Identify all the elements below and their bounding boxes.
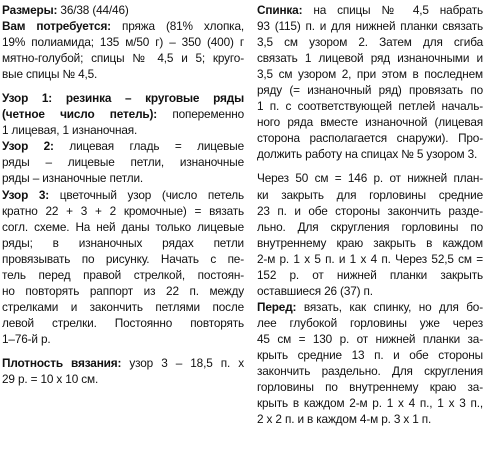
back-line-3: 3,5 см узором 2. Затем для сгиба bbox=[257, 35, 483, 50]
back2-line-4: льно. Для скругления горловины по bbox=[257, 219, 483, 234]
back-label: Спинка: bbox=[257, 3, 303, 17]
density-paragraph bbox=[2, 355, 244, 387]
pattern-3-line-7: но повторять раппорт из 22 п. между bbox=[2, 283, 244, 298]
materials-line-3: мятно-голубой; спицы № 4,5 и 5; круго- bbox=[2, 51, 244, 66]
sizes-value: 36/38 (44/46) bbox=[57, 3, 129, 17]
back-line-4: связать 1 лицевой ряд изнаночными и bbox=[257, 51, 483, 66]
materials-line-4: вые спицы № 4,5. bbox=[2, 67, 98, 82]
front-line-4: крыть средние 13 п. и обе стороны bbox=[257, 347, 483, 362]
pattern-1-heading: Узор 1: резинка – круговые ряды bbox=[2, 91, 244, 106]
pattern-2-line-2: ряды – лицевые петли, изнаночные bbox=[2, 155, 244, 170]
pattern-2-paragraph bbox=[2, 138, 244, 186]
pattern-3-line-10: 1–76-й р. bbox=[2, 331, 51, 346]
pattern-3-line-3: согл. схеме. На ней даны только лицевые bbox=[2, 219, 244, 234]
pattern-2-line-3: ряды – изнаночные петли. bbox=[2, 171, 144, 186]
back2-line-2: ки закрыть для горловины средние bbox=[257, 187, 483, 202]
back-line-8: ного ряда вместе изнаночной (лицевая bbox=[257, 115, 483, 130]
back-line-1: на спицы № 4,5 набрать bbox=[302, 3, 483, 17]
back-paragraph bbox=[257, 2, 483, 162]
density-label: Плотность вязания: bbox=[2, 355, 122, 370]
back2-line-1: Через 50 см = 146 р. от нижней план- bbox=[257, 171, 483, 186]
pattern-3-line-6: тель перед правой стрелкой, постоян- bbox=[2, 267, 244, 282]
front-line-3: 45 см = 130 р. от нижней планки за- bbox=[257, 331, 483, 346]
materials-paragraph bbox=[2, 18, 244, 82]
back-neckline-paragraph bbox=[257, 170, 483, 298]
back-line-5: 3,5 см узором 2, при этом в последнем bbox=[257, 67, 483, 82]
front-line-5: закончить раздельно. Для скругления bbox=[257, 364, 483, 379]
sizes-paragraph bbox=[2, 2, 244, 18]
density-line-2: 29 р. = 10 х 10 см. bbox=[2, 372, 99, 387]
left-column bbox=[2, 2, 244, 387]
pattern-3-line-8: стрелками и закончить петлями после bbox=[2, 299, 244, 314]
materials-line-1: пряжа (81% хлопка, bbox=[110, 19, 244, 34]
back2-line-8: оставшиеся 26 (37) п. bbox=[257, 283, 373, 298]
front-line-7: крыть в каждом 2-м р. 1 х 4 п., 1 х 3 п., bbox=[257, 396, 483, 411]
pattern-3-label: Узор 3: bbox=[2, 187, 50, 202]
back-line-10: должить работу на спицах № 5 узором 3. bbox=[257, 147, 478, 162]
pattern-2-line-1: лицевая гладь = лицевые bbox=[53, 139, 245, 154]
back-line-2: 93 (115) п. и для нижней планки связать bbox=[257, 19, 483, 34]
front-label: Перед: bbox=[257, 299, 297, 314]
back2-line-5: внутреннему краю закрыть в каждом bbox=[257, 235, 483, 250]
density-line-1: узор 3 – 18,5 п. х bbox=[121, 355, 244, 370]
materials-line-2: 19% полиамида; 135 м/50 г) – 350 (400) г bbox=[2, 35, 244, 50]
materials-label: Вам потребуется: bbox=[2, 19, 111, 34]
back-line-9: сторона располагается снаружи). Про- bbox=[257, 131, 483, 146]
sizes-label: Размеры: bbox=[2, 3, 58, 17]
back-line-6: ряду (= изнаночный ряд) провязать по bbox=[257, 83, 483, 98]
back2-line-3: 23 п. и обе стороны закончить разде- bbox=[257, 203, 483, 218]
front-line-8: 2 х 2 п. и в каждом 4-м р. 3 х 1 п. bbox=[257, 412, 432, 427]
pattern-3-line-4: ряды; в изнаночных рядах петли bbox=[2, 235, 244, 250]
pattern-3-line-5: провязывать по рисунку. Начать с пе- bbox=[2, 251, 244, 266]
back-line-7: 1 п. с соответствующей петлей началь- bbox=[257, 99, 483, 114]
pattern-3-line-2: кратно 22 + 3 + 2 кромочные) = вязать bbox=[2, 203, 244, 218]
front-line-1: вязать, как спинку, но для бо- bbox=[296, 299, 483, 314]
front-paragraph bbox=[257, 299, 483, 427]
pattern-1-text-2: 1 лицевая, 1 изнаночная. bbox=[2, 123, 138, 138]
front-line-2: лее глубокой горловины уже через bbox=[257, 315, 483, 330]
pattern-2-label: Узор 2: bbox=[2, 139, 54, 154]
back2-line-7: 152 р. от нижней планки закрыть bbox=[257, 267, 483, 282]
pattern-3-line-9: левой стрелки. Постоянно повторять bbox=[2, 315, 244, 330]
pattern-1-subheading: (четное число петель): bbox=[2, 107, 158, 122]
right-column bbox=[257, 2, 483, 427]
pattern-3-line-1: цветочный узор (число петель bbox=[49, 187, 244, 202]
pattern-1-paragraph bbox=[2, 90, 244, 138]
front-line-6: горловины по внутреннему краю за- bbox=[257, 380, 483, 395]
back2-line-6: 2-м р. 1 х 5 п. и 1 х 4 п. Через 52,5 см = bbox=[257, 251, 483, 266]
pattern-1-text-1: попеременно bbox=[157, 107, 244, 122]
pattern-3-paragraph bbox=[2, 187, 244, 347]
